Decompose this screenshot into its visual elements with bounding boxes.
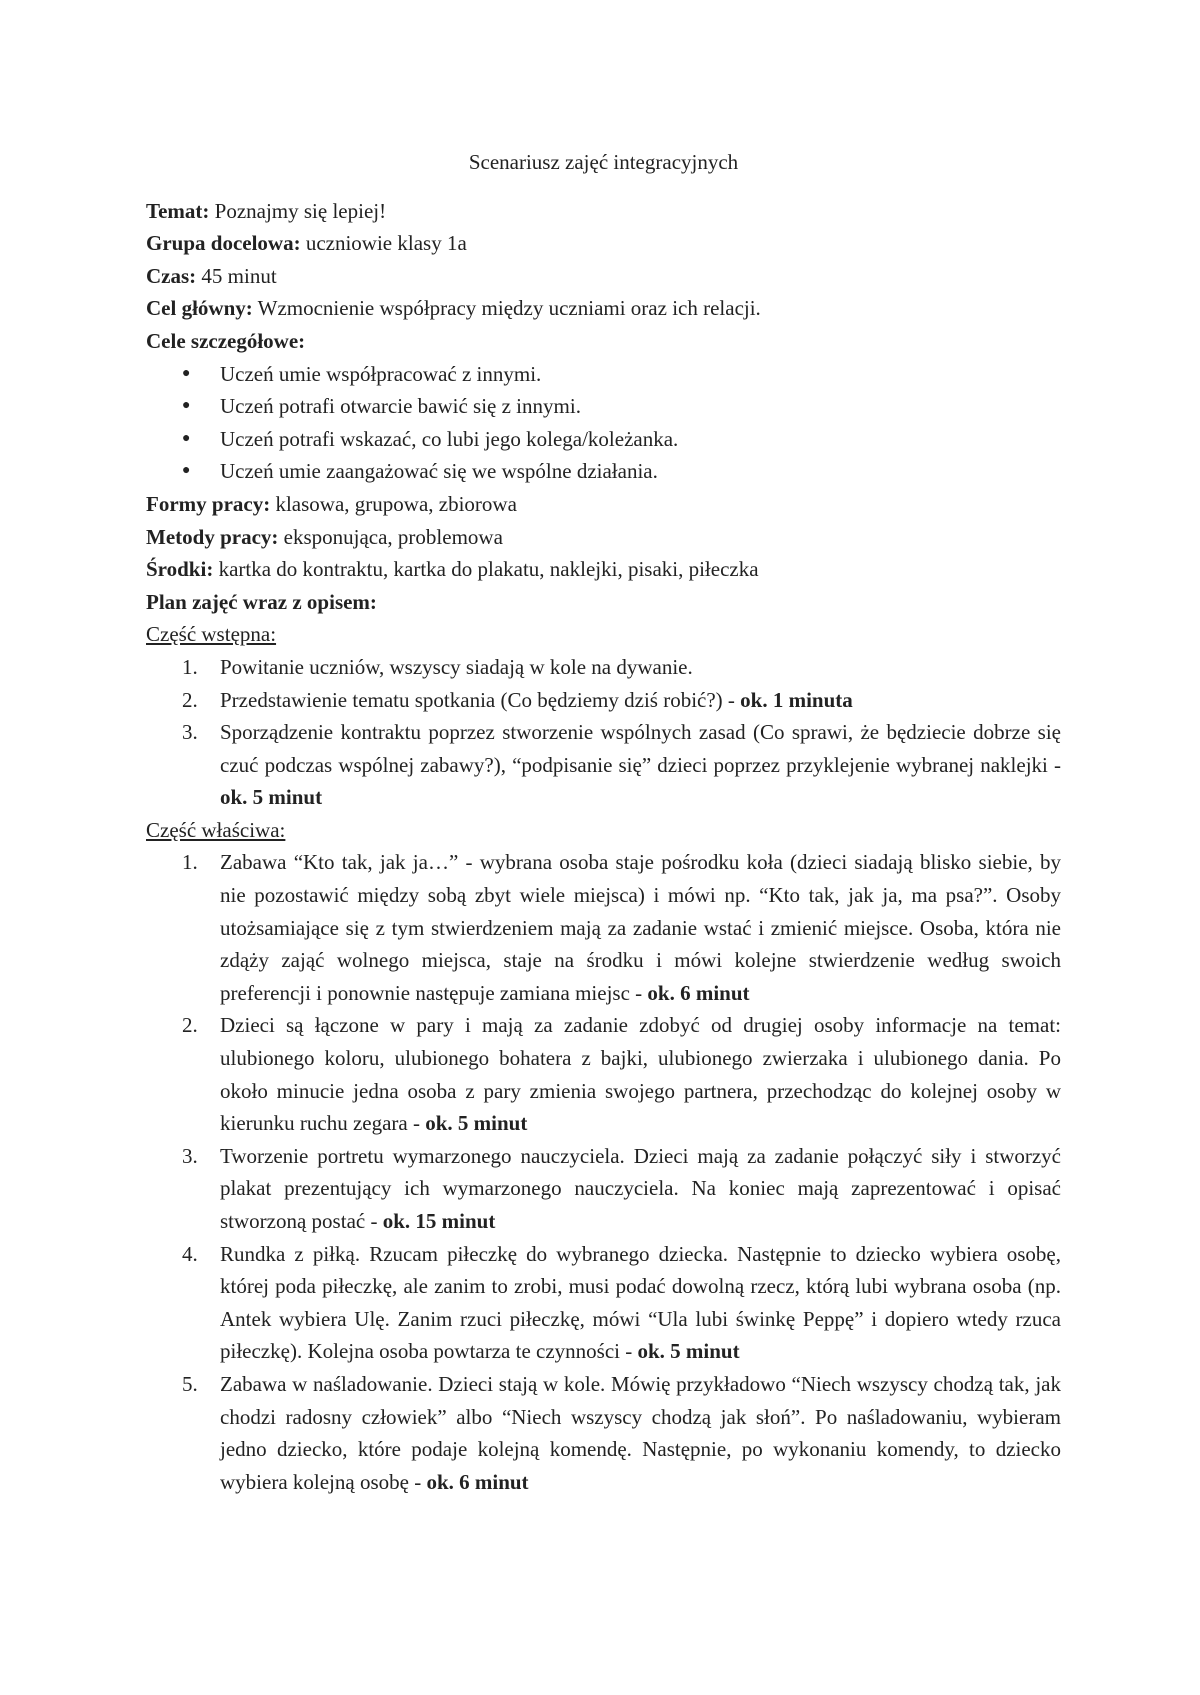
field-cel [146, 292, 1061, 325]
field-value: uczniowie klasy 1a [300, 231, 467, 256]
step-number: 1. [182, 654, 198, 679]
list-item [146, 390, 1061, 423]
list-item [146, 455, 1061, 488]
field-value: Poznajmy się lepiej! [209, 198, 387, 223]
bullet-icon: ● [182, 430, 191, 446]
bullet-icon: ● [182, 365, 191, 381]
step-text: Rundka z piłką. Rzucam piłeczkę do wybranego dziecka. Następnie to dziecko wybiera osobę, której poda piłeczkę, ale zanim to zrobi, musi podać dowolną rzecz, którą lubi wybrana osoba (np. Antek wybiera Ulę. Zanim rzuci piłeczkę, mówi “Ula lubi świnkę Peppę” i dopiero wtedy rzuca piłeczkę). Kolejna osoba powtarza te czynności - [220, 1241, 1061, 1364]
list-item-text: Uczeń potrafi wskazać, co lubi jego kolega/koleżanka. [220, 426, 679, 451]
field-label: Metody pracy: [146, 524, 279, 549]
field-formy [146, 488, 1061, 521]
field-value: Wzmocnienie współpracy między uczniami oraz ich relacji. [252, 296, 761, 321]
field-label: Cel główny: [146, 296, 253, 321]
list-item [146, 1009, 1061, 1139]
list-item [146, 651, 1061, 684]
steps-list-wlasciwa [146, 846, 1061, 1498]
field-plan-label [146, 586, 1061, 619]
field-cele-label [146, 325, 1061, 358]
field-metody [146, 521, 1061, 554]
step-number: 2. [182, 1013, 198, 1038]
step-duration: ok. 5 minut [637, 1339, 740, 1364]
field-label: Grupa docelowa: [146, 231, 301, 256]
bullet-icon: ● [182, 398, 191, 414]
field-value: eksponująca, problemowa [278, 524, 503, 549]
step-number: 5. [182, 1371, 198, 1396]
step-text: Powitanie uczniów, wszyscy siadają w kole na dywanie. [220, 654, 693, 679]
steps-list-wstepna [146, 651, 1061, 814]
list-item [146, 1238, 1061, 1368]
field-value: klasowa, grupowa, zbiorowa [270, 491, 517, 516]
step-duration: ok. 5 minut [220, 785, 323, 810]
list-item-text: Uczeń umie zaangażować się we wspólne działania. [220, 459, 658, 484]
field-label: Środki: [146, 557, 214, 582]
step-number: 4. [182, 1241, 198, 1266]
bullet-icon: ● [182, 463, 191, 479]
field-label: Cele szczegółowe: [146, 328, 306, 353]
list-item [146, 716, 1061, 814]
step-duration: ok. 6 minut [426, 1469, 529, 1494]
document-title: Scenariusz zajęć integracyjnych [468, 150, 739, 174]
field-value: kartka do kontraktu, kartka do plakatu, naklejki, pisaki, piłeczka [213, 557, 759, 582]
step-duration: ok. 1 minuta [740, 687, 853, 712]
step-text: Sporządzenie kontraktu poprzez stworzenie wspólnych zasad (Co sprawi, że będziecie dobrze się czuć podczas wspólnej zabawy?), “podpisanie się” dzieci poprzez przyklejenie wybranej naklejki - [220, 720, 1061, 777]
field-label: Formy pracy: [146, 491, 271, 516]
field-temat [146, 195, 1061, 228]
step-number: 1. [182, 850, 198, 875]
list-item [146, 358, 1061, 391]
document-content [146, 146, 1061, 1498]
section-heading-wlasciwa: Część właściwa: [146, 817, 286, 842]
step-duration: ok. 6 minut [647, 980, 750, 1005]
step-text: Przedstawienie tematu spotkania (Co będziemy dziś robić?) - [220, 687, 741, 712]
step-text: Zabawa “Kto tak, jak ja…” - wybrana osoba staje pośrodku koła (dzieci siadają blisko siebie, by nie pozostawić między sobą zbyt wiele miejsca) i mówi np. “Kto tak, jak ja, ma psa?”. Osoby utożsamiające się z tym stwierdzeniem mają za zadanie wstać i zmienić miejsce. Osoba, która nie zdąży zająć wolnego miejsca, staje na środku i mówi kolejne stwierdzenie według swoich preferencji i ponownie następuje zamiana miejsc - [220, 850, 1061, 1005]
step-text: Dzieci są łączone w pary i mają za zadanie zdobyć od drugiej osoby informacje na temat: ulubionego koloru, ulubionego bohatera z bajki, ulubionego zwierzaka i ulubionego dania. Po około minucie jedna osoba z pary zmienia swojego partnera, przechodząc do kolejnej osoby w kierunku ruchu zegara - [220, 1013, 1061, 1136]
step-number: 2. [182, 687, 198, 712]
list-item [146, 846, 1061, 1009]
list-item [146, 684, 1061, 717]
cele-list [146, 358, 1061, 488]
step-text: Tworzenie portretu wymarzonego nauczyciela. Dzieci mają za zadanie połączyć siły i stworzyć plakat prezentujący ich wymarzonego nauczyciela. Na koniec mają zaprezentować i opisać stworzoną postać - [220, 1143, 1061, 1233]
list-item [146, 1368, 1061, 1498]
field-grupa [146, 227, 1061, 260]
step-number: 3. [182, 1143, 198, 1168]
field-label: Czas: [146, 263, 197, 288]
list-item-text: Uczeń umie współpracować z innymi. [220, 361, 542, 386]
section-heading-wstepna: Część wstępna: [146, 622, 277, 647]
field-srodki [146, 553, 1061, 586]
list-item [146, 423, 1061, 456]
field-czas [146, 260, 1061, 293]
step-duration: ok. 5 minut [425, 1111, 528, 1136]
step-duration: ok. 15 minut [382, 1209, 496, 1233]
list-item [146, 1140, 1061, 1238]
field-value: 45 minut [196, 263, 277, 288]
field-label: Temat: [146, 198, 210, 223]
step-number: 3. [182, 720, 198, 745]
field-label: Plan zajęć wraz z opisem: [146, 589, 377, 614]
step-text: Zabawa w naśladowanie. Dzieci stają w kole. Mówię przykładowo “Niech wszyscy chodzą tak, jak chodzi radosny człowiek” albo “Niech wszyscy chodzą jak słoń”. Po naśladowaniu, wybieram jedno dziecko, które podaje kolejną komendę. Następnie, po wykonaniu komendy, to dziecko wybiera kolejną osobę - [220, 1371, 1061, 1494]
list-item-text: Uczeń potrafi otwarcie bawić się z innymi. [220, 394, 581, 419]
